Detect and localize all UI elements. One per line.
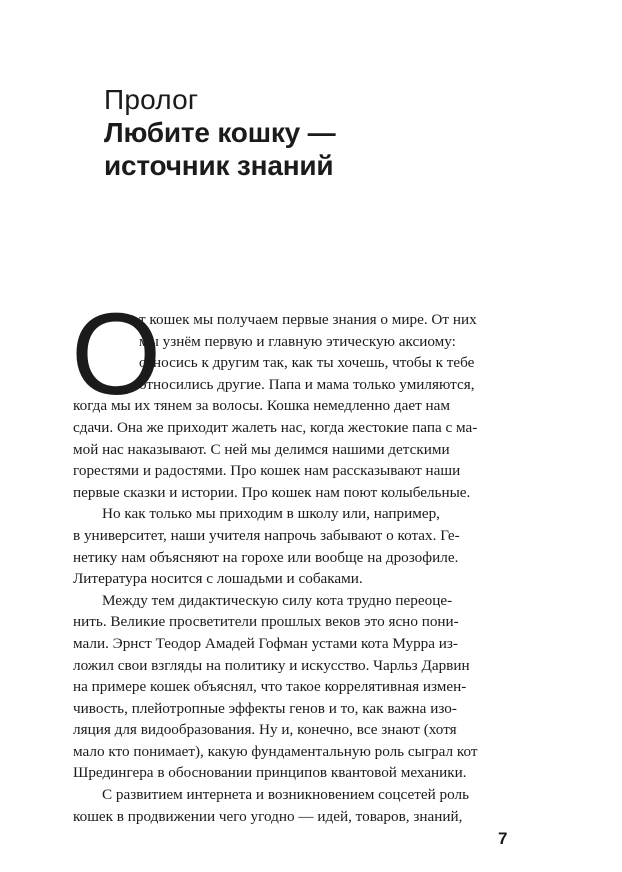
text-line: на примере кошек объяснял, что такое коррелятивная измен- <box>73 678 467 696</box>
text-line: горестями и радостями. Про кошек нам рассказывают наши <box>73 462 461 480</box>
text-line: кошек в продвижении чего угодно — идей, товаров, знаний, <box>73 807 463 825</box>
text-line: чивость, плейотропные эффекты генов и то, как важна изо- <box>73 699 457 717</box>
text-line: С развитием интернета и возникновением соцсетей роль <box>102 786 470 804</box>
text-line: в университет, наши учителя напрочь забывают о котах. Ге- <box>73 526 460 544</box>
text-line: мой нас наказывают. С ней мы делимся нашими детскими <box>73 440 450 458</box>
text-line: когда мы их тянем за волосы. Кошка немедленно дает нам <box>73 397 451 415</box>
text-line: ложил свои взгляды на политику и искусство. Чарльз Дарвин <box>73 656 470 674</box>
text-line: Шредингера в обосновании принципов квантовой механики. <box>73 764 467 782</box>
text-line: нетику нам объясняют на горохе или вообще на дрозофиле. <box>73 548 459 566</box>
text-line: т кошек мы получаем первые знания о мире. От них <box>139 311 477 328</box>
drop-cap: О <box>71 289 162 419</box>
text-line: Но как только мы приходим в школу или, например, <box>102 505 440 523</box>
text-line: нить. Великие просветители прошлых веков это ясно пони- <box>73 613 459 631</box>
text-line: мы узнём первую и главную этическую аксиому: <box>139 332 456 350</box>
text-line: мали. Эрнст Теодор Амадей Гофман устами кота Мурра из- <box>73 634 458 652</box>
text-line: Литература носится с лошадьми и собаками. <box>73 570 363 588</box>
text-line: первые сказки и истории. Про кошек нам поют колыбельные. <box>73 483 471 501</box>
text-line: мало кто понимает), какую фундаментальную роль сыграл кот <box>73 742 478 760</box>
chapter-heading <box>104 84 524 182</box>
chapter-title-line: Любите кошку — <box>104 117 336 148</box>
page-number: 7 <box>498 829 508 848</box>
text-line: Между тем дидактическую силу кота трудно переоце- <box>102 591 453 609</box>
chapter-title-line: источник знаний <box>104 150 334 181</box>
text-line: относись к другим так, как ты хочешь, чтобы к тебе <box>139 354 475 372</box>
chapter-kicker: Пролог <box>104 84 199 115</box>
text-line: ляция для видообразования. Ну и, конечно, все знают (хотя <box>73 721 457 739</box>
text-line: относились другие. Папа и мама только умиляются, <box>139 375 475 393</box>
text-line: сдачи. Она же приходит жалеть нас, когда жестокие папа с ма- <box>73 418 478 436</box>
body-text <box>73 309 515 827</box>
